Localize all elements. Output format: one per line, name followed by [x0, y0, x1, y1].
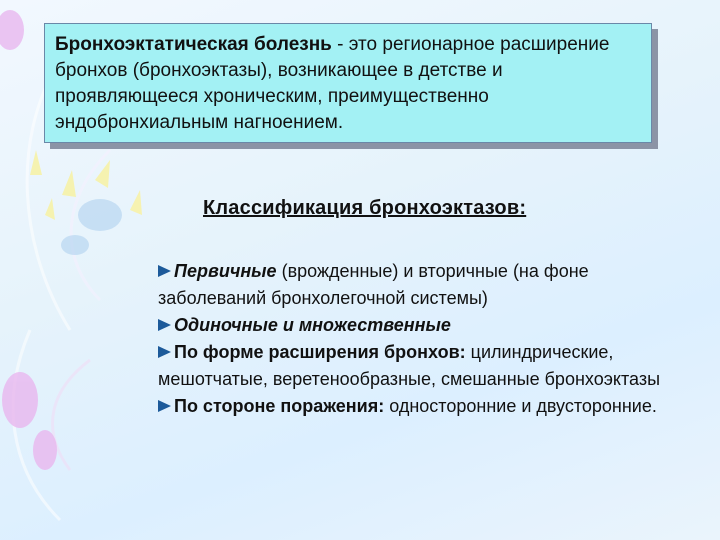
item-lead: Одиночные и множественные	[174, 315, 451, 335]
list-item	[158, 258, 698, 312]
arrow-bullet-icon	[158, 346, 171, 358]
definition-text	[55, 32, 639, 136]
classification-title: Классификация бронхоэктазов:	[203, 197, 527, 219]
item-text: цилиндрические, мешотчатые, веретенообразные, смешанные бронхоэктазы	[158, 342, 661, 389]
item-text: односторонние и двусторонние.	[384, 396, 657, 416]
arrow-bullet-icon	[158, 265, 171, 277]
classification-list	[158, 258, 698, 420]
item-text: (врожденные) и вторичные (на фоне заболеваний бронхолегочной системы)	[158, 261, 589, 308]
item-lead: Первичные	[174, 261, 277, 281]
list-item	[158, 393, 698, 420]
definition-box	[44, 23, 652, 143]
list-item	[158, 312, 698, 339]
definition-term: Бронхоэктатическая болезнь	[55, 34, 332, 55]
arrow-bullet-icon	[158, 400, 171, 412]
list-item	[158, 339, 698, 393]
item-lead: По форме расширения бронхов:	[174, 342, 466, 362]
arrow-bullet-icon	[158, 319, 171, 331]
definition-body: - это регионарное расширение бронхов (бронхоэктазы), возникающее в детстве и проявляющееся хроническим, преимущественно эндобронхиальным нагноением.	[55, 34, 610, 133]
item-lead: По стороне поражения:	[174, 396, 385, 416]
